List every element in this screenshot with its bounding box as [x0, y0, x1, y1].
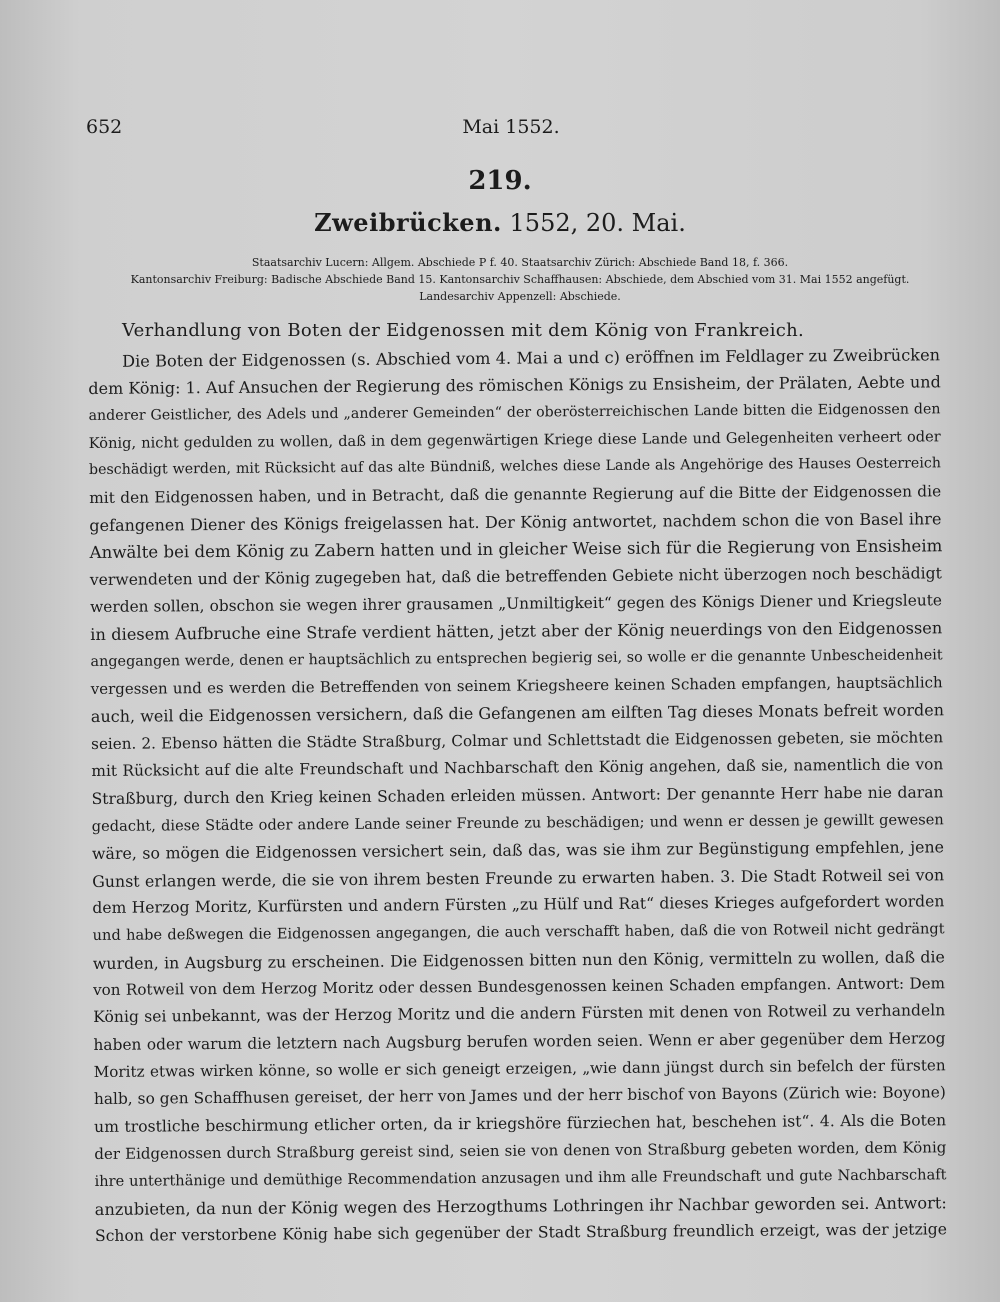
body-line: um trostliche beschirmung etlicher orten, da ir kriegshöre fürziechen hat, beschehen ist“. 4. Als die Boten [94, 1110, 947, 1136]
source-line: Landesarchiv Appenzell: Abschiede. [419, 290, 621, 303]
body-line: werden sollen, obschon sie wegen ihrer grausamen „Unmiltigkeit“ gegen des Königs Diener und Kriegsleute [89, 591, 943, 617]
document-date: 1552, 20. Mai. [509, 209, 686, 237]
body-line: Gunst erlangen werde, die sie von ihrem besten Freunde zu erwarten haben. 3. Die Stadt Rotweil sei von [92, 864, 945, 891]
body-line: beschädigt werden, mit Rücksicht auf das alte Bündniß, welches diese Lande als Angehörige des Hauses Oesterreich [88, 455, 941, 479]
body-line: von Rotweil von dem Herzog Moritz oder dessen Bundesgenossen keinen Schaden empfangen. Antwort: Dem [92, 974, 946, 999]
document-place: Zweibrücken. [314, 208, 502, 237]
archive-sources [90, 254, 950, 305]
body-line: dem König: 1. Auf Ansuchen der Regierung des römischen Königs zu Ensisheim, der Prälaten, Aebte und [88, 372, 941, 399]
body-line: verwendeten und der König zugegeben hat, daß die betreffenden Gebiete nicht überzogen noch beschädigt [89, 564, 942, 589]
body-line: gefangenen Diener des Königs freigelassen hat. Der König antwortet, nachdem schon die von Basel ihre [89, 509, 942, 536]
body-line: ihre unterthänige und demüthige Recommendation anzusagen und ihm alle Freundschaft und gute Nachbarschaft [94, 1166, 947, 1191]
document-summary: Verhandlung von Boten der Eidgenossen mit dem König von Frankreich. [122, 320, 805, 341]
body-line: vergessen und es werden die Betreffenden von seinem Kriegsheere keinen Schaden empfangen, hauptsächlich [90, 673, 943, 699]
body-line: halb, so gen Schaffhusen gereiset, der herr von James und der herr bischof von Bayons (Zürich wie: Boyone) [93, 1083, 946, 1109]
body-line: auch, weil die Eidgenossen versichern, daß die Gefangenen am eilften Tag dieses Monats befreit worden [90, 700, 945, 727]
body-line: anderer Geistlicher, des Adels und „anderer Gemeinden“ der oberösterreichischen Lande bitten die Eidgenossen den [88, 400, 941, 424]
source-line: Kantonsarchiv Freiburg: Badische Abschiede Band 15. Kantonsarchiv Schaffhausen: Abschiede, dem Abschied vom 31. Mai 1552 angefügt. [130, 273, 910, 286]
document-number: 219. [468, 166, 532, 196]
body-line: angegangen werde, denen er hauptsächlich zu entsprechen begierig sei, so wolle er die genannte Unbescheidenheit [90, 647, 943, 670]
body-line: Anwälte bei dem König zu Zabern hatten und in gleicher Weise sich für die Regierung von Ensisheim [89, 536, 943, 563]
body-line: mit Rücksicht auf die alte Freundschaft und Nachbarschaft den König angehen, daß sie, namentlich die von [91, 755, 944, 781]
body-line: seien. 2. Ebenso hätten die Städte Straßburg, Colmar und Schlettstadt die Eidgenossen gebeten, sie möchten [91, 728, 944, 753]
body-line: mit den Eidgenossen haben, und in Betracht, daß die genannte Regierung auf die Bitte der Eidgenossen die [89, 482, 942, 507]
source-line: Staatsarchiv Lucern: Allgem. Abschiede P f. 40. Staatsarchiv Zürich: Abschiede Band 18, f. 366. [251, 256, 789, 269]
running-head: Mai 1552. [462, 116, 560, 138]
body-line: Straßburg, durch den Krieg keinen Schaden erleiden müssen. Antwort: Der genannte Herr habe nie daran [91, 782, 944, 808]
body-line: und habe deßwegen die Eidgenossen angegangen, die auch verschafft haben, daß die von Rotweil nicht gedrängt [92, 920, 945, 945]
body-line: gedacht, diese Städte oder andere Lande seiner Freunde zu beschädigen; und wenn er dessen je gewillt gewesen [91, 811, 944, 835]
document-body [88, 341, 947, 1250]
body-line: dem Herzog Moritz, Kurfürsten und andern Fürsten „zu Hülf und Rat“ dieses Krieges aufgefordert worden [92, 892, 945, 917]
document-title [0, 208, 1000, 237]
body-line: Die Boten der Eidgenossen (s. Abschied vom 4. Mai a und c) eröffnen im Feldlager zu Zweibrücken [122, 345, 941, 371]
body-line: anzubieten, da nun der König wegen des Herzogthums Lothringen ihr Nachbar geworden sei. Antwort: [94, 1192, 947, 1219]
body-line: in diesem Aufbruche eine Strafe verdient hätten, jetzt aber der König neuerdings von den Eidgenossen [90, 618, 943, 645]
body-line: König sei unbekannt, was der Herzog Moritz und die andern Fürsten mit denen von Rotweil zu verhandeln [93, 1001, 946, 1027]
body-line: haben oder warum die letztern nach Augsburg berufen worden seien. Wenn er aber gegenüber dem Herzog [93, 1028, 946, 1054]
body-line: König, nicht gedulden zu wollen, daß in dem gegenwärtigen Kriege diese Lande und Gelegenheiten verheert oder [88, 428, 941, 453]
page-number: 652 [86, 116, 123, 138]
body-line: Moritz etwas wirken könne, so wolle er sich geneigt erzeigen, „wie dann jüngst durch sin befelch der fürsten [93, 1056, 946, 1081]
body-line: der Eidgenossen durch Straßburg gereist sind, seien sie von denen von Straßburg gebeten worden, dem König [94, 1138, 947, 1163]
body-line: Schon der verstorbene König habe sich gegenüber der Stadt Straßburg freundlich erzeigt, was der jetzige [94, 1220, 948, 1245]
page-header [86, 116, 936, 146]
body-line: wurden, in Augsburg zu erscheinen. Die Eidgenossen bitten nun den König, vermitteln zu wollen, daß die [92, 946, 945, 973]
body-line: wäre, so mögen die Eidgenossen versichert sein, daß das, was sie ihm zur Begünstigung empfehlen, jene [91, 837, 945, 864]
